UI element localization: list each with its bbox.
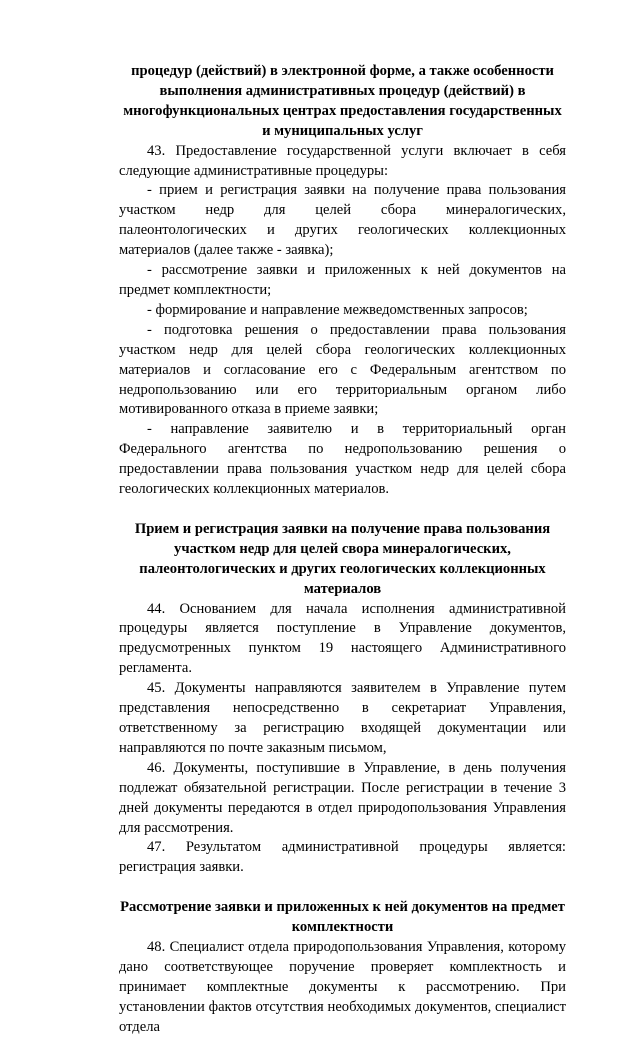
list-item-requests: - формирование и направление межведомственных запросов; xyxy=(147,301,528,318)
paragraph-46: 46. Документы, поступившие в Управление, в день получения подлежат обязательной регистрации. После регистрации в течение 3 дней документы передаются в отдел природопользования Управления для рассмотрения. xyxy=(119,759,566,836)
document-page xyxy=(119,62,566,1038)
paragraph-47: 47. Результатом административной процедуры является: регистрация заявки. xyxy=(119,839,566,876)
paragraph-44: 44. Основанием для начала исполнения административной процедуры является поступление в Управление документов, предусмотренных пунктом 19 настоящего Административного регламента. xyxy=(119,600,566,677)
paragraph-45: 45. Документы направляются заявителем в Управление путем представления непосредственно в секретариат Управления, ответственному за регистрацию входящей документации или направляются по почте заказным письмом, xyxy=(119,680,566,756)
list-item-sending: - направление заявителю и в территориальный орган Федерального агентства по недропользованию решения о предоставлении права пользования участком недр для целей сбора геологических коллекционных материалов. xyxy=(119,421,566,498)
section-heading-registration: Прием и регистрация заявки на получение права пользования участком недр для целей свора минералогических, палеонтологических и других геологических коллекционных материалов xyxy=(134,520,551,597)
list-item-decision: - подготовка решения о предоставлении права пользования участком недр для целей сбора геологических коллекционных материалов и согласование его с Федеральным агентством по недропользованию или его территориальным органом либо мотивированного отказа в приеме заявки; xyxy=(119,321,566,418)
paragraph-48: 48. Специалист отдела природопользования Управления, которому дано соответствующее поручение проверяет комплектность и принимает комплектные документы к рассмотрению. При установлении фактов отсутствия необходимых документов, специалист отдела xyxy=(119,939,566,1035)
paragraph-43: 43. Предоставление государственной услуги включает в себя следующие административные процедуры: xyxy=(119,142,566,179)
list-item-review: - рассмотрение заявки и приложенных к ней документов на предмет комплектности; xyxy=(119,262,566,298)
section-gap xyxy=(119,878,566,898)
section-gap xyxy=(119,500,566,520)
list-item-reception: - прием и регистрация заявки на получение права пользования участком недр для целей сбора минералогических, палеонтологических и других геологических коллекционных материалов (далее также - заявка); xyxy=(119,182,566,259)
section-heading-intro: процедур (действий) в электронной форме, а также особенности выполнения административных процедур (действий) в многофункциональных центрах предоставления государственных и муниципальных услуг xyxy=(123,63,562,139)
section-heading-review: Рассмотрение заявки и приложенных к ней документов на предмет комплектности xyxy=(120,899,565,936)
